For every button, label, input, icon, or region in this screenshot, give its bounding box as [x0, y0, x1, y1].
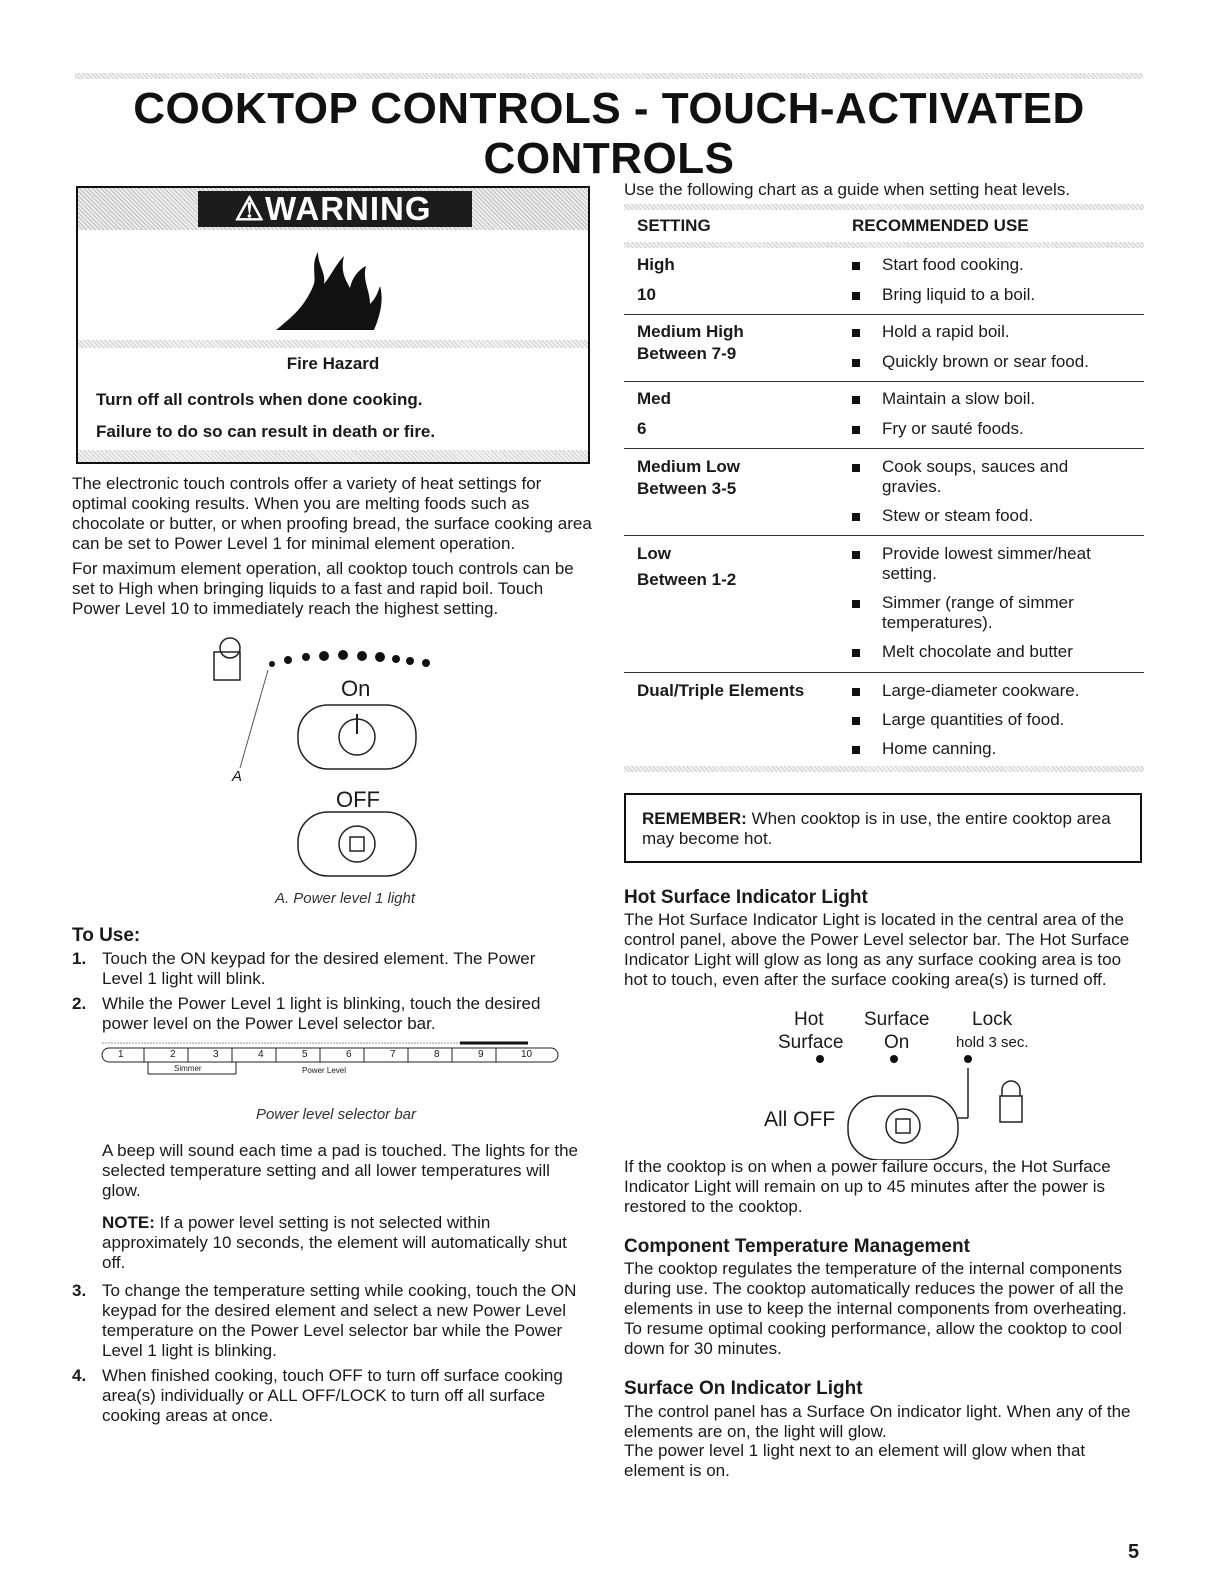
warning-separator — [78, 340, 588, 348]
page-title — [75, 84, 1143, 184]
use-item: Large-diameter cookware. — [882, 681, 1080, 700]
use-item: Start food cooking. — [882, 255, 1024, 274]
bullet-icon — [852, 551, 860, 559]
surface-on-text-1: The control panel has a Surface On indicator light. When any of the elements are on, the light will glow. — [624, 1402, 1131, 1441]
table-row-2-setting — [637, 321, 744, 365]
use-item: Stew or steam food. — [882, 506, 1034, 525]
pad-7[interactable]: 7 — [390, 1049, 396, 1060]
component-heading: Component Temperature Management — [624, 1236, 970, 1257]
pad-1[interactable]: 1 — [118, 1049, 124, 1060]
to-use-heading: To Use: — [72, 925, 141, 946]
fig-surface-on-label-1: Surface — [864, 1009, 930, 1030]
fig-lock-label: Lock — [972, 1009, 1013, 1030]
pad-10[interactable]: 10 — [521, 1049, 533, 1060]
intro-paragraph-2: For maximum element operation, all cooktop touch controls can be set to High when bringing liquids to a fast and rapid boil. Touch Power Level 10 to immediately reach the highest setting. — [72, 559, 574, 618]
bullet-icon — [852, 600, 860, 608]
a-label: A — [232, 768, 243, 785]
use-item: Quickly brown or sear food. — [882, 352, 1089, 371]
step2-text: While the Power Level 1 light is blinking, touch the desired power level on the Power Level selector bar. — [102, 994, 541, 1033]
table-row-divider — [624, 535, 1144, 536]
setting-name: Dual/Triple Elements — [637, 681, 805, 700]
setting-name: Low — [637, 544, 671, 563]
use-item: Bring liquid to a boil. — [882, 285, 1036, 304]
use-item: Hold a rapid boil. — [882, 322, 1010, 341]
note-paragraph — [102, 1213, 572, 1273]
remember-body: When cooktop is in use, the entire cooktop area may become hot. — [642, 809, 1111, 848]
remember-box — [624, 793, 1142, 863]
bullet-icon — [852, 329, 860, 337]
table-row-4-setting — [637, 456, 740, 500]
chart-intro: Use the following chart as a guide when setting heat levels. — [624, 180, 1071, 199]
step2-number: 2. — [72, 994, 87, 1013]
component-text: The cooktop regulates the temperature of the internal components during use. The cooktop automatically reduces the power of all the elements in use to keep the internal components from overheating. To resume optimal cooking performance, allow the cooktop to cool down for 30 minutes. — [624, 1259, 1127, 1358]
bullet-icon — [852, 717, 860, 725]
power-keypad-figure — [200, 630, 460, 890]
beep-paragraph: A beep will sound each time a pad is touched. The lights for the selected temperature setting and all lower temperatures will glow. — [102, 1141, 578, 1200]
fire-icon — [266, 244, 396, 334]
pad-2[interactable]: 2 — [170, 1049, 176, 1060]
table-row-divider — [624, 381, 1144, 382]
fig-on-label: On — [884, 1032, 910, 1053]
bullet-icon — [852, 513, 860, 521]
pad-5[interactable]: 5 — [302, 1049, 308, 1060]
power-level-label: Power Level — [302, 1066, 347, 1075]
table-head-rule — [624, 242, 1144, 248]
step4-number: 4. — [72, 1366, 87, 1385]
step1-number: 1. — [72, 949, 87, 968]
table-row-3-setting — [637, 388, 671, 440]
bullet-icon — [852, 688, 860, 696]
use-item: Cook soups, sauces and gravies. — [882, 457, 1069, 496]
pad-9[interactable]: 9 — [478, 1049, 484, 1060]
bullet-icon — [852, 464, 860, 472]
setting-name: Med — [637, 389, 671, 408]
top-rule — [75, 73, 1143, 79]
bullet-icon — [852, 359, 860, 367]
bullet-icon — [852, 426, 860, 434]
setting-level: 10 — [637, 285, 656, 304]
use-item: Simmer (range of simmer temperatures). — [882, 593, 1074, 632]
table-col-use: RECOMMENDED USE — [852, 216, 1029, 235]
hot-surface-figure — [760, 1050, 1050, 1160]
warning-hazard: Fire Hazard — [286, 354, 380, 373]
setting-level: Between 7-9 — [637, 344, 737, 363]
bullet-icon — [852, 746, 860, 754]
warning-heading: ⚠WARNING — [234, 190, 432, 227]
power-failure-text: If the cooktop is on when a power failure occurs, the Hot Surface Indicator Light will remain on up to 45 minutes after the power is restored to the cooktop. — [624, 1157, 1111, 1216]
page-number: 5 — [1128, 1541, 1140, 1563]
fig-alloff-label: All OFF — [764, 1108, 836, 1131]
table-col-setting: SETTING — [637, 216, 711, 235]
off-label: OFF — [336, 787, 380, 812]
page-title-line1: COOKTOP CONTROLS - TOUCH-ACTIVATED — [133, 84, 1085, 133]
use-item: Home canning. — [882, 739, 997, 758]
figure1-caption: A. Power level 1 light — [274, 890, 416, 907]
table-row-6-setting — [637, 680, 804, 702]
setting-level: 6 — [637, 419, 647, 438]
warning-box — [76, 186, 590, 464]
pad-3[interactable]: 3 — [213, 1049, 219, 1060]
warning-bottom-band — [78, 450, 588, 462]
use-item: Provide lowest simmer/heat setting. — [882, 544, 1091, 583]
intro-paragraph-1: The electronic touch controls offer a variety of heat settings for optimal cooking results. When you are melting foods such as chocolate or butter, or when proofing bread, the surface cooking area can be set to Power Level 1 for minimal element operation. — [72, 474, 592, 553]
table-row-5-setting — [637, 543, 736, 591]
remember-label: REMEMBER: — [642, 809, 747, 828]
fig-hot-label: Hot — [794, 1009, 824, 1030]
step3-text: To change the temperature setting while cooking, touch the ON keypad for the desired element and select a new Power Level temperature on the Power Level selector bar while the Power Level 1 light is blinking. — [102, 1281, 577, 1360]
setting-name: Medium Low — [637, 457, 740, 476]
hot-surface-text: The Hot Surface Indicator Light is located in the central area of the control panel, above the Power Level selector bar. The Hot Surface Indicator Light will glow as long as any surface cooking area is too hot to touch, even after the surface cooking area(s) is turned off. — [624, 910, 1130, 989]
warning-line1: Turn off all controls when done cooking. — [96, 390, 423, 409]
table-row-divider — [624, 448, 1144, 449]
table-row-divider — [624, 672, 1144, 673]
setting-name: Medium High — [637, 322, 744, 341]
fig-surface-label: Surface — [778, 1032, 844, 1053]
warning-line2: Failure to do so can result in death or fire. — [96, 422, 436, 441]
use-item: Fry or sauté foods. — [882, 419, 1024, 438]
simmer-label: Simmer — [174, 1064, 202, 1073]
surface-on-heading: Surface On Indicator Light — [624, 1378, 863, 1399]
hot-surface-heading: Hot Surface Indicator Light — [624, 887, 868, 908]
on-label: On — [341, 676, 371, 701]
bullet-icon — [852, 396, 860, 404]
bullet-icon — [852, 649, 860, 657]
page-title-line2: CONTROLS — [483, 134, 735, 183]
note-text: If a power level setting is not selected within approximately 10 seconds, the element will automatically shut off. — [102, 1213, 567, 1272]
fig-hold-label: hold 3 sec. — [956, 1034, 1029, 1051]
remember-text — [642, 809, 1122, 849]
setting-level: Between 1-2 — [637, 570, 737, 589]
table-row-1-setting — [637, 254, 675, 306]
bullet-icon — [852, 292, 860, 300]
surface-on-text-2: The power level 1 light next to an element will glow when that element is on. — [624, 1441, 1086, 1480]
pad-6[interactable]: 6 — [346, 1049, 352, 1060]
pad-8[interactable]: 8 — [434, 1049, 440, 1060]
selector-bar-caption: Power level selector bar — [255, 1106, 417, 1123]
use-item: Melt chocolate and butter — [882, 642, 1073, 661]
setting-level: Between 3-5 — [637, 479, 737, 498]
table-bottom-rule — [624, 766, 1144, 772]
bullet-icon — [852, 262, 860, 270]
use-item: Maintain a slow boil. — [882, 389, 1036, 408]
table-row-divider — [624, 314, 1144, 315]
pad-4[interactable]: 4 — [258, 1049, 264, 1060]
table-top-rule — [624, 204, 1144, 210]
use-item: Large quantities of food. — [882, 710, 1065, 729]
step4-text: When finished cooking, touch OFF to turn off surface cooking area(s) individually or ALL OFF/LOCK to turn off all surface cooking areas at once. — [102, 1366, 563, 1425]
setting-name: High — [637, 255, 675, 274]
step1-text: Touch the ON keypad for the desired element. The Power Level 1 light will blink. — [102, 949, 536, 988]
note-label: NOTE: — [102, 1213, 155, 1232]
step3-number: 3. — [72, 1281, 87, 1300]
